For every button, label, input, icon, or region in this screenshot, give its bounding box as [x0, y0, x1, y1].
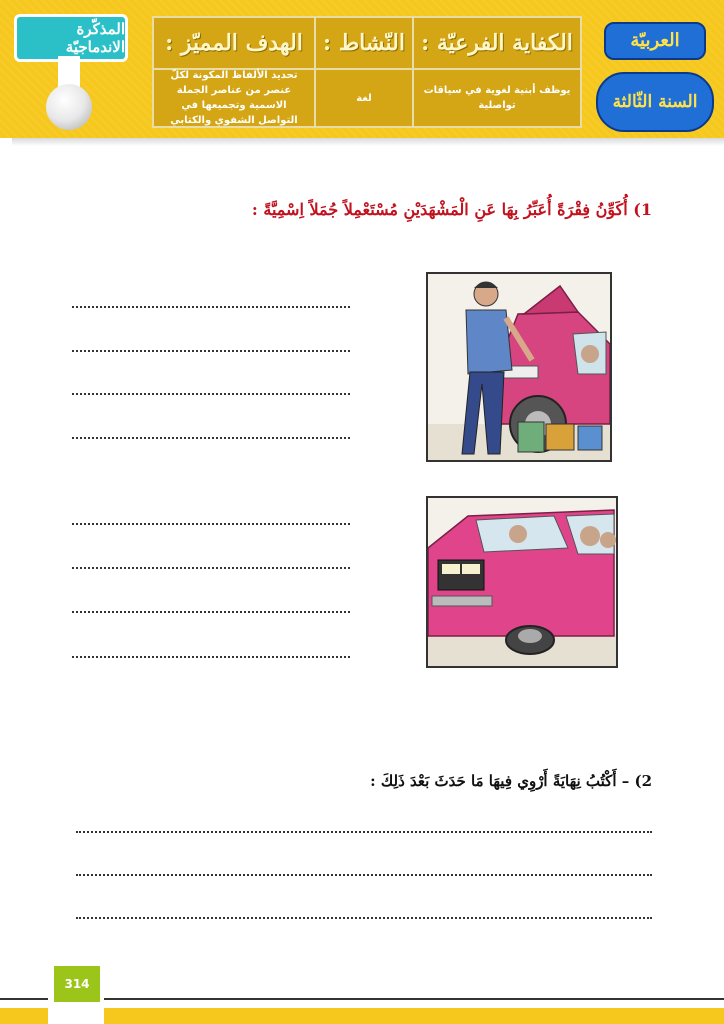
activity-title: النّشاط :	[316, 18, 412, 70]
question-1	[252, 200, 652, 219]
answer-line[interactable]	[76, 917, 652, 919]
objective-title: الهدف المميّز :	[154, 18, 314, 70]
answer-line[interactable]	[76, 831, 652, 833]
logo-ball	[46, 84, 92, 130]
answer-line[interactable]	[72, 393, 350, 395]
answer-line[interactable]	[72, 523, 350, 525]
answer-line[interactable]	[72, 567, 350, 569]
page-number: 314	[54, 966, 100, 1002]
footer-band-left	[0, 1008, 48, 1024]
objective-text: تحديد الألفاظ المكونة لكلّ عنصر من عناصر الجملة الاسمية وتجميعها في التواصل الشفوي والكتابي	[170, 70, 298, 126]
question-2-number: 2)	[634, 772, 652, 790]
subject-badge: العربيّة	[604, 22, 706, 60]
logo-label: المذكّرة الاندماجيّة	[14, 14, 128, 62]
question-1-text: أُكَوِّنُ فِقْرَةً أُعَبِّرُ بِهَا عَنِ الْمَشْهَدَيْنِ مُسْتَعْمِلاً جُمَلاً اِسْمِيَّةً :	[251, 200, 628, 219]
grade-badge: السنة الثّالثة	[596, 72, 714, 132]
man-checking-car-engine-icon	[428, 274, 610, 460]
objective-panel	[152, 16, 316, 128]
answer-line[interactable]	[72, 611, 350, 613]
answer-line[interactable]	[76, 874, 652, 876]
question-1-number: 1)	[633, 200, 652, 219]
car-with-flat-tyre-icon	[428, 498, 616, 666]
activity-text: لغة	[356, 92, 372, 104]
footer-band-right	[104, 1008, 724, 1024]
page-header	[0, 0, 724, 138]
answer-line[interactable]	[72, 306, 350, 308]
picture-2	[426, 496, 618, 668]
answer-line[interactable]	[72, 350, 350, 352]
question-2	[370, 772, 652, 790]
question-2-text: – أَكْتُبُ نِهَايَةً أَرْوِي فِيهَا مَا حَدَثَ بَعْدَ ذَلِكَ :	[370, 772, 630, 790]
picture-1	[426, 272, 612, 462]
competency-text: يوظف أبنية لغوية في سياقات تواصلية	[423, 85, 571, 111]
footer-rule-left	[0, 998, 48, 1000]
answer-line[interactable]	[72, 437, 350, 439]
header-shadow	[12, 138, 724, 146]
footer-rule-right	[104, 998, 724, 1000]
competency-panel	[412, 16, 582, 128]
answer-line[interactable]	[72, 656, 350, 658]
competency-title: الكفاية الفرعيّة :	[414, 18, 580, 70]
activity-panel	[314, 16, 414, 128]
